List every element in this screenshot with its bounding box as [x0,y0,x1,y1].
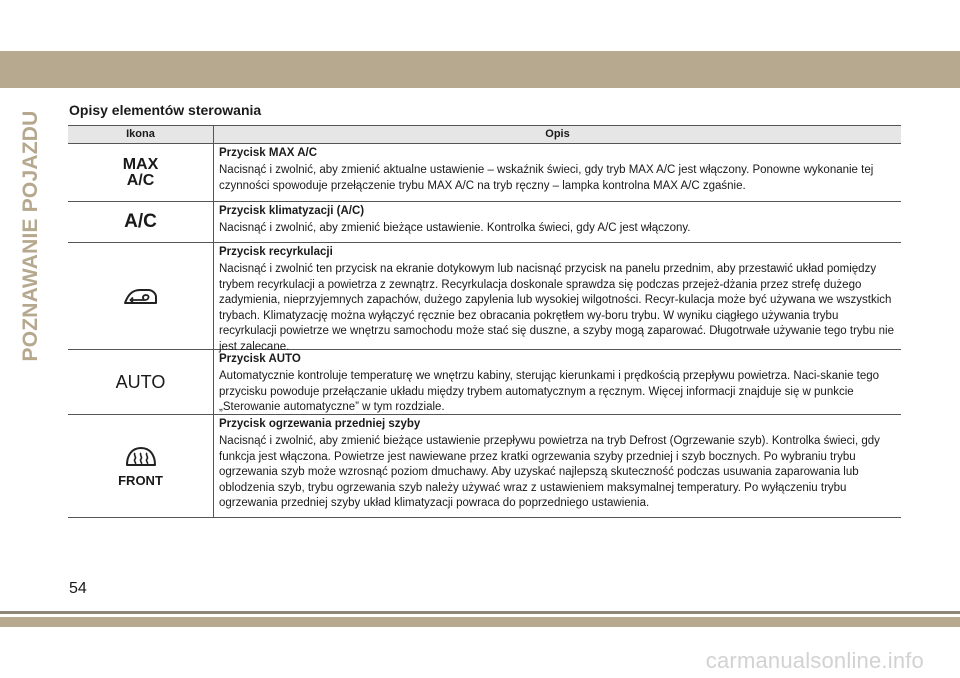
header-icon-column: Ikona [68,126,214,143]
table-header [68,126,901,144]
row-text: Nacisnąć i zwolnić, aby zmienić aktualne ustawienie – wskaźnik świeci, gdy tryb MAX A/C jest włączony. Ponowne wykonanie tej czynności spowoduje przełączenie trybu MAX A/C na tryb ręczny – lampka kontrolna MAX A/C zgaśnie. [219,164,874,192]
footer-rule [0,611,960,614]
ac-icon: A/C [68,202,214,242]
chapter-side-label: POZNAWANIE POJAZDU [19,110,42,362]
row-title: Przycisk ogrzewania przedniej szyby [219,418,421,430]
table-row [68,144,901,202]
footer-band [0,617,960,627]
header-band [0,51,960,88]
front-label: FRONT [118,472,163,488]
front-defrost-icon [124,445,158,471]
controls-table [68,125,901,518]
watermark: carmanualsonline.info [705,648,924,673]
row-title: Przycisk recyrkulacji [219,246,333,258]
row-text: Nacisnąć i zwolnić, aby zmienić bieżące ustawienie. Kontrolka świeci, gdy A/C jest włączony. [219,222,691,234]
section-title: Opisy elementów sterowania [69,102,262,118]
row-text: Nacisnąć i zwolnić, aby zmienić bieżące ustawienie przepływu powietrza na tryb Defrost (Ogrzewanie szyb). Kontrolka świeci, gdy funkcja jest włączona. Powietrze jest nawiewane przez kratki ogrzewania szyby przedniej i szyb bocznych. Po wybraniu trybu ogrzewania szyb może wzrosnąć poziom dmuchawy. Aby uzyskać najlepszą skuteczność podczas usuwania zaparowania lub oblodzenia szyb, trybu ogrzewania szyb należy używać wraz z ustawieniem maksymalnej temperatury. Po wyłączeniu trybu ogrzewania przedniej szyby układ klimatyzacji powraca do poprzedniego ustawienia. [219,435,880,510]
max-ac-icon: MAX A/C [68,144,214,201]
header-description-column: Opis [545,128,570,140]
auto-icon: AUTO [68,350,214,414]
table-row [68,243,901,353]
page-number: 54 [69,580,87,597]
row-text: Automatycznie kontroluje temperaturę we wnętrzu kabiny, sterując kierunkami i prędkością przepływu powietrza. Naci-skanie tego przycisku powoduje przełączanie układu między trybem automatycznym a ręcznym. Więcej informacji znajduje się w punkcie „Sterowanie automatyczne” w tym rozdziale. [219,370,880,414]
table-row [68,202,901,243]
table-row [68,415,901,517]
row-title: Przycisk klimatyzacji (A/C) [219,205,365,217]
row-text: Nacisnąć i zwolnić ten przycisk na ekranie dotykowym lub nacisnąć przycisk na panelu przednim, aby przestawić układ pomiędzy trybem recyrkulacji a powietrza z zewnątrz. Recyrkulacja doskonale sprawdza się podczas przejeż-dżania przez strefę dużego zadymienia, nieprzyjemnych zapachów, dużego zapylenia lub wysokiej wilgotności. Recyr-kulacja może być używana we wszystkich trybach. Klimatyzację można wyłączyć ręcznie bez obracania pokrętłem wy-boru trybu. W wyniku ciągłego używania trybu recyrkulacji powietrze we wnętrzu samochodu może stać się duszne, a szyby mogą zaparować. Długotrwałe używanie tego trybu nie jest zalecane. [219,263,894,353]
table-row [68,350,901,415]
row-title: Przycisk AUTO [219,353,301,365]
recirculation-icon [123,286,159,306]
row-title: Przycisk MAX A/C [219,147,317,159]
